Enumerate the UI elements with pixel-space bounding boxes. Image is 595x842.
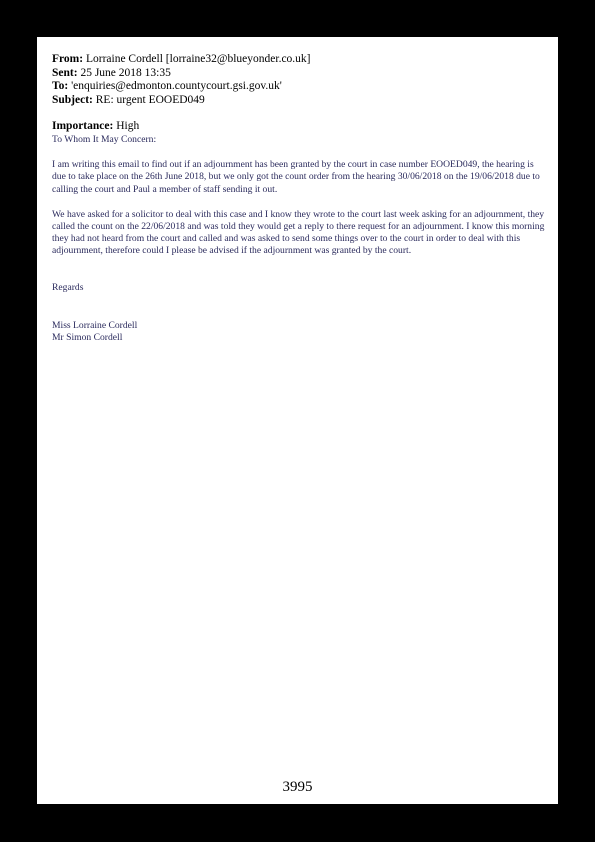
to-line bbox=[52, 80, 547, 94]
sent-value: 25 June 2018 13:35 bbox=[80, 66, 171, 79]
sent-label: Sent: bbox=[52, 66, 78, 79]
signature-line-2: Mr Simon Cordell bbox=[52, 332, 123, 343]
document-page bbox=[37, 37, 558, 804]
from-line bbox=[52, 53, 547, 67]
email-content bbox=[52, 53, 547, 344]
body-paragraph-1: I am writing this email to find out if an adjournment has been granted by the court in case number EOOED049, the hearing is due to take place on the 26th June 2018, but we only got the count order from the hearing 30/06/2018 on the 19/06/2018 due to calling the court and Paul a member of staff sending it out. bbox=[52, 159, 540, 195]
signature-block bbox=[52, 320, 547, 344]
importance-value: High bbox=[116, 120, 140, 133]
signature-line-1: Miss Lorraine Cordell bbox=[52, 319, 138, 331]
body-paragraph-2: We have asked for a solicitor to deal with this case and I know they wrote to the court last week asking for an adjournment, they called the count on the 22/06/2018 and was told they would get a reply to there request for an adjournment. I know this morning they had not heard from the court and called and was asked to send some things over to the court in order to deal with this adjournment, therefore could I please be advised if the adjournment was granted by the court. bbox=[52, 208, 545, 257]
to-value: 'enquiries@edmonton.countycourt.gsi.gov.uk' bbox=[71, 80, 282, 93]
subject-label: Subject: bbox=[52, 93, 93, 106]
subject-value: RE: urgent EOOED049 bbox=[95, 93, 205, 106]
email-body bbox=[52, 134, 547, 344]
regards: Regards bbox=[52, 281, 84, 293]
greeting: To Whom It May Concern: bbox=[52, 133, 157, 145]
from-label: From: bbox=[52, 53, 84, 65]
to-label: To: bbox=[52, 80, 69, 93]
from-value: Lorraine Cordell [lorraine32@blueyonder.co.uk] bbox=[85, 53, 311, 65]
sent-line bbox=[52, 67, 547, 81]
subject-line bbox=[52, 94, 547, 108]
importance-line bbox=[52, 120, 547, 134]
page-number: 3995 bbox=[282, 779, 313, 795]
importance-label: Importance: bbox=[52, 120, 114, 133]
